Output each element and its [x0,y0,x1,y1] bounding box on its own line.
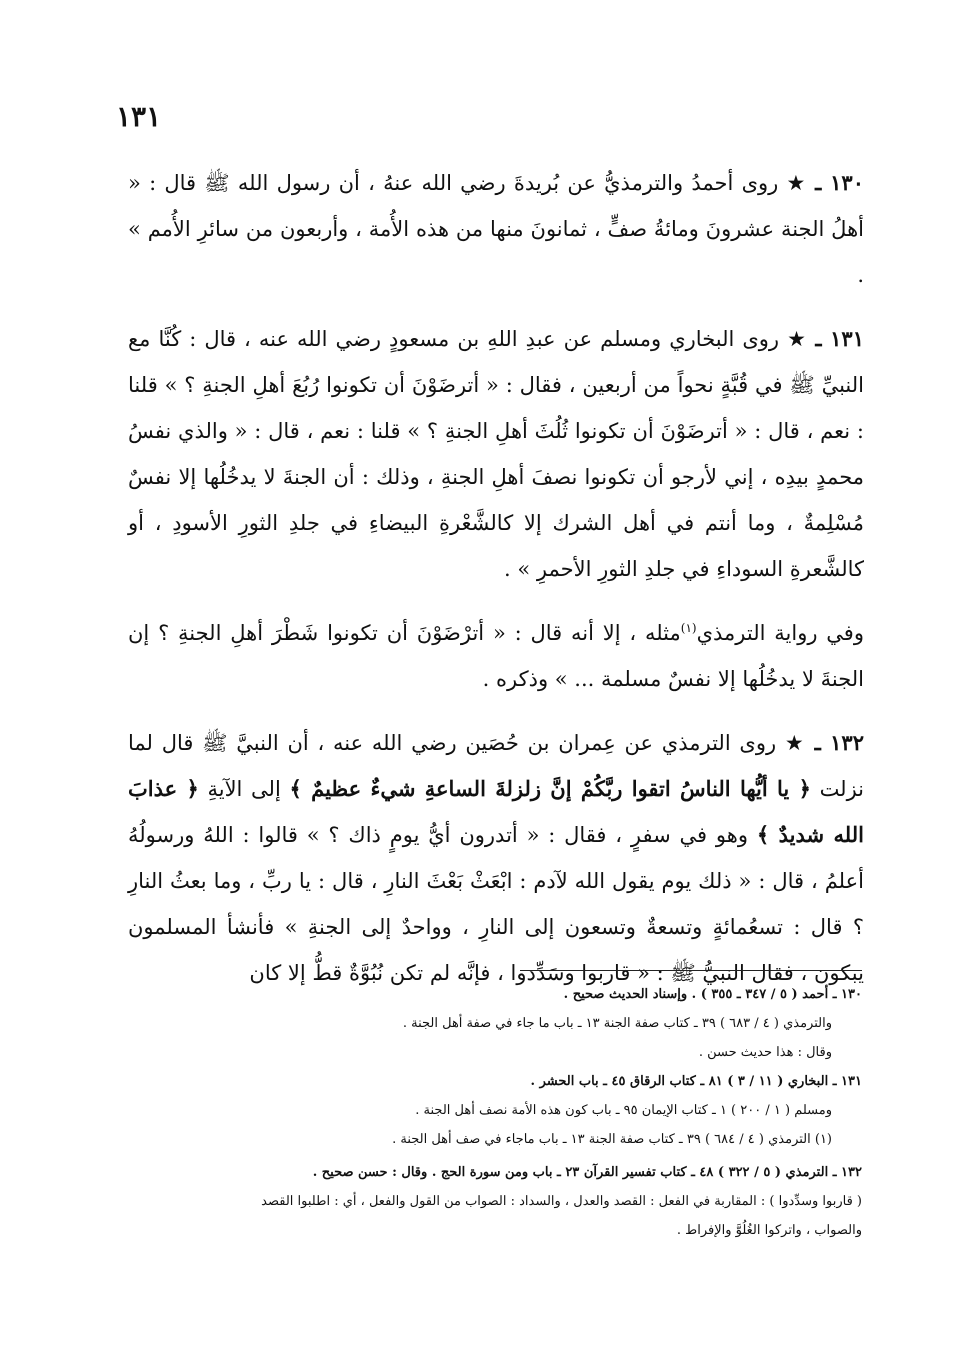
hadith-text-1: ★ روى الترمذي عن عِمران بن حُصَين رضي الله عنه ، أن النبيَّ ﷺ قال لما نزلت [128,731,865,801]
hadith-text: ★ روى البخاري ومسلم عن عبدِ اللهِ بن مسعودٍ رضي الله عنه ، قال : كُنَّا مع النبيِّ ﷺ في قُبَّةٍ نحواً من أربعين ، فقال : « أترضَوْنَ أن تكونوا رُبُعَ أهلِ الجنةِ ؟ » قلنا : نعم ، قال : « أترضَوْنَ أن تكونوا ثُلُثَ أهلِ الجنةِ ؟ » قلنا : نعم ، قال : « والذي نفسُ محمدٍ بيدِه ، إني لأرجو أن تكونوا نصفَ أهلِ الجنةِ ، وذلك : أن الجنةَ لا يدخُلُها إلا نفسٌ مُسْلِمةٌ ، وما أنتم في أهل الشرك إلا كالشَّعْرةِ البيضاءِ في جلدِ الثورِ الأسودِ ، أو كالشَّعرةِ السوداءِ في جلدِ الثورِ الأحمرِ » . [128,327,864,581]
footnote-line: ١٣٠ ـ أحمد ( ٥ / ٣٤٧ ـ ٣٥٥ ) . وإسناد الحديث صحيح . [563,987,862,1002]
footnote-line: وقال : هذا حديث حسن . [698,1045,832,1060]
footnote-line: ١٣٢ ـ الترمذي ( ٥ / ٣٢٢ ) ٤٨ ـ كتاب تفسير القرآن ٢٣ ـ باب ومن سورة الحج . وقال : حسن صحيح . [312,1165,862,1180]
hadith-text-2: إلى الآيةِ [207,777,281,801]
hadith-number: ١٣٢ ـ [814,730,864,755]
main-text [128,160,864,1014]
hadith-number: ١٣١ ـ [815,326,864,351]
footnotes [128,980,862,1245]
hadith-number: ١٣٠ ـ [815,170,864,195]
hadith-text-3: وهو في سفرٍ ، فقال : « أتدرون أيُّ يومٍ ذاك ؟ » قالوا : اللهُ ورسولُهُ أعلمُ ، قال : « ذلك يوم يقول الله لآدم : ابْعَثْ بَعْثَ النارِ ، قال : يا ربِّ ، وما بعثُ النارِ ؟ قال : تسعُمائةٍ وتسعةٌ وتسعون إلى النارِ ، وواحدٌ إلى الجنةِ » فأنشأ المسلمون يبكون ، فقال النبيُّ ﷺ : « قاربوا وسَدِّدوا ، فإنَّه لم تكن نُبُوَّةٌ قطُّ إلا كان [128,823,864,985]
footnote-line: ومسلم ( ١ / ٢٠٠ ) ١ ـ كتاب الإيمان ٩٥ ـ باب كون هذه الأمة نصف أهل الجنة . [415,1103,832,1118]
footnote-line: ( قاربوا وسدِّدوا ) : المقاربة في الفعل : القصد والعدل ، والسداد : الصواب من القول والفعل ، أي : اطلبوا القصد [261,1194,862,1209]
footnote-divider [520,970,862,971]
footnote-line: (١) الترمذي ( ٤ / ٦٨٤ ) ٣٩ ـ كتاب صفة الجنة ١٣ ـ باب ماجاء في صف أهل الجنة . [392,1132,832,1147]
quran-verse-2: ﴿ عذابَ الله شديدٌ ﴾ [128,776,864,847]
paragraph-132 [128,720,864,996]
footnote-line: والصواب ، واتركوا الغُلُوَّ والإفراط . [676,1223,862,1238]
page-number: ١٣١ [116,100,162,133]
hadith-text: ★ روى أحمدُ والترمذيُّ عن بُريدةَ رضي الله عنهُ ، أن رسول الله ﷺ قال : « أهلُ الجنة عشرونَ ومائةُ صفٍّ ، ثمانونَ منها من هذه الأُمة ، وأربعون من سائرِ الأُمم » . [128,171,864,287]
paragraph-131-variant [128,610,864,702]
variant-text-before: وفي رواية الترمذي [696,621,864,645]
footnote-line: والترمذي ( ٤ / ٦٨٣ ) ٣٩ ـ كتاب صفة الجنة ١٣ ـ باب ما جاء في صفة أهل الجنة . [402,1016,832,1031]
paragraph-130 [128,160,864,298]
variant-text-after: مثله ، إلا أنه قال : « أترْضَوْنَ أن تكونوا شَطْرَ أهلِ الجنةِ ؟ إن الجنةَ لا يدخُلُها إلا نفسٌ مسلمة ... » وذكره . [128,621,864,691]
quran-verse-1: ﴿ يا أيُّها الناسُ اتقوا ربَّكُمْ إنَّ زلزلةَ الساعةِ شيءٌ عظيمٌ ﴾ [289,776,811,801]
footnote-reference: (١) [680,621,697,635]
paragraph-131 [128,316,864,592]
footnote-line: ١٣١ ـ البخاري ( ١١ / ٣ ) ٨١ ـ كتاب الرقاق ٤٥ ـ باب الحشر . [530,1074,862,1089]
